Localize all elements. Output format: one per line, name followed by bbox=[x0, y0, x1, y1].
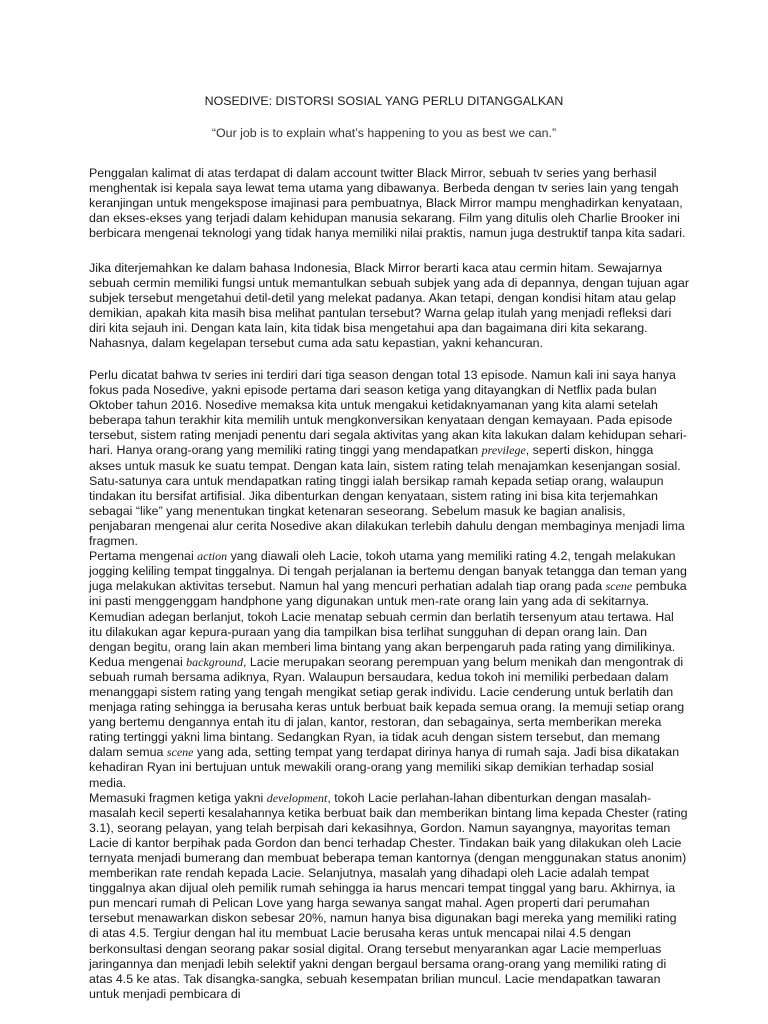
paragraph-nosedive-overview bbox=[89, 368, 689, 549]
italic-term: action bbox=[197, 549, 228, 564]
italic-term: background bbox=[186, 654, 244, 669]
italic-term: scene bbox=[166, 745, 194, 760]
paragraph-black-mirror-meaning bbox=[89, 261, 689, 352]
text-span: Memasuki fragmen ketiga yakni bbox=[89, 790, 267, 805]
italic-term: scene bbox=[605, 579, 633, 594]
italic-term: previlege bbox=[481, 443, 526, 458]
paragraph-intro bbox=[89, 166, 689, 241]
paragraph-fragment-action bbox=[89, 549, 689, 655]
text-span: pembuka ini pasti menggenggam handphone yang digunakan untuk men-rate orang lain yang ada di sekitarnya. Kemudian adegan berlanjut, tokoh Lacie menatap sebuah cermin dan berlatih tersenyum atau tertawa. Hal itu dilakukan agar kepura-puraan yang dia tampilkan bisa terlihat sungguhan di depan orang lain. Dan dengan begitu, orang lain akan memberi lima bintang yang akan berpengaruh pada rating yang dimilikinya. bbox=[89, 579, 687, 654]
document-title: NOSEDIVE: DISTORSI SOSIAL YANG PERLU DITANGGALKAN bbox=[204, 94, 564, 108]
text-span: Pertama mengenai bbox=[89, 549, 198, 564]
text-span: , Lacie merupakan seorang perempuan yang belum menikah dan mengontrak di sebuah rumah bersama adiknya, Ryan. Walaupun bersaudara, kedua tokoh ini memiliki perbedaan dalam menanggapi sistem rating yang tengah mengikat setiap gerak individu. Lacie cenderung untuk berlatih dan menjaga rating sehingga ia berusaha keras untuk berbuat baik kepada semua orang. Ia memuji setiap orang yang bertemu dengannya entah itu di jalan, kantor, restoran, dan sebagainya, serta memberikan mereka rating tertinggi yakni lima bintang. Sedangkan Ryan, ia tidak acuh dengan sistem tersebut, dan memang dalam semua bbox=[89, 654, 685, 760]
text-span: , seperti diskon, hingga akses untuk masuk ke suatu tempat. Dengan kata lain, sistem rating telah menajamkan kesenjangan sosial. Satu-satunya cara untuk mendapatkan rating tinggi ialah bersikap ramah kepada setiap orang, walaupun tindakan itu bersifat artifisial. Jika dibenturkan dengan kenyataan, sistem rating ini bisa kita terjemahkan sebagai “like” yang menentukan tingkat ketenaran seseorang. Sebelum masuk ke bagian analisis, penjabaran mengenai alur cerita Nosedive akan dilakukan terlebih dahulu dengan membaginya menjadi lima fragmen. bbox=[89, 443, 685, 549]
text-span: , tokoh Lacie perlahan-lahan dibenturkan dengan masalah-masalah kecil seperti kesalahannya ketika berbuat baik dan memberikan bintang lima kepada Chester (rating 3.1), seorang pelayan, yang telah berpisah dari kekasihnya, Gordon. Namun sayangnya, mayoritas teman Lacie di kantor berpihak pada Gordon dan benci terhadap Chester. Tindakan baik yang dilakukan oleh Lacie ternyata menjadi bumerang dan membuat beberapa teman kantornya (dengan menggunakan status anonim) memberikan rate rendah kepada Lacie. Selanjutnya, masalah yang dihadapi oleh Lacie adalah tempat tinggalnya akan dijual oleh pemilik rumah sehingga ia harus mencari tempat tinggal yang baru. Akhirnya, ia pun mencari rumah di Pelican Love yang harga sewanya sangat mahal. Agen properti dari perumahan tersebut menawarkan diskon sebesar 20%, namun hanya bisa digunakan bagi mereka yang memiliki rating di atas 4.5. Tergiur dengan hal itu membuat Lacie berusaha keras untuk mencapai nilai 4.5 dengan berkonsultasi dengan seorang pakar sosial digital. Orang tersebut menyarankan agar Lacie memperluas jaringannya dan menjadi lebih selektif yakni dengan bergaul bersama orang-orang yang memiliki rating di atas 4.5 ke atas. Tak disangka-sangka, sebuah kesempatan brilian muncul. Lacie mendapatkan tawaran untuk menjadi pembicara di bbox=[89, 790, 688, 1001]
text-span: Kedua mengenai bbox=[89, 654, 187, 669]
main-body-section bbox=[89, 368, 689, 1002]
paragraph-fragment-development bbox=[89, 791, 689, 1002]
paragraph-fragment-background bbox=[89, 655, 689, 791]
text-span: yang diawali oleh Lacie, tokoh utama yang memiliki rating 4.2, tengah melakukan jogging keliling tempat tinggalnya. Di tengah perjalanan ia bertemu dengan banyak tetangga dan teman yang juga melakukan aktivitas tersebut. Namun hal yang mencuri perhatian adalah tiap orang pada bbox=[89, 549, 687, 594]
text-span: yang ada, setting tempat yang terdapat dirinya hanya di rumah saja. Jadi bisa dikatakan kehadiran Ryan ini bertujuan untuk mewakili orang-orang yang memiliki sikap demikian terhadap sosial media. bbox=[89, 745, 680, 790]
paragraph-text: Jika diterjemahkan ke dalam bahasa Indonesia, Black Mirror berarti kaca atau cermin hitam. Sewajarnya sebuah cermin memiliki fungsi untuk memantulkan sebuah subjek yang ada di depannya, dengan tujuan agar subjek tersebut mengetahui detil-detil yang melekat padanya. Akan tetapi, dengan kondisi hitam atau gelap demikian, apakah kita masih bisa melihat pantulan tersebut? Warna gelap itulah yang menjadi refleksi dari diri kita sejauh ini. Dengan kata lain, kita tidak bisa mengetahui apa dan bagaimana diri kita sekarang. Nahasnya, dalam kegelapan tersebut cuma ada satu kepastian, yakni kehancuran. bbox=[89, 261, 689, 351]
paragraph-text: Penggalan kalimat di atas terdapat di dalam account twitter Black Mirror, sebuah tv series yang berhasil menghentak isi kepala saya lewat tema utama yang dibawanya. Berbeda dengan tv series lain yang tengah keranjingan untuk mengekspose imajinasi para pembuatnya, Black Mirror mampu menghadirkan kenyataan, dan ekses-ekses yang terjadi dalam kehidupan manusia sekarang. Film yang ditulis oleh Charlie Brooker ini berbicara mengenai teknologi yang tidak hanya memiliki nilai praktis, namun juga destruktif tanpa kita sadari. bbox=[89, 166, 686, 241]
epigraph-quote: “Our job is to explain what’s happening to you as best we can.” bbox=[211, 126, 557, 140]
italic-term: development bbox=[266, 790, 328, 805]
text-span: Perlu dicatat bahwa tv series ini terdiri dari tiga season dengan total 13 episode. Namun kali ini saya hanya fokus pada Nosedive, yakni episode pertama dari season ketiga yang ditayangkan di Netflix pada bulan Oktober tahun 2016. Nosedive memaksa kita untuk mengakui ketidaknyamanan yang kita alami setelah beberapa tahun terakhir kita memilih untuk mengkonversikan kenyataan dengan kemayaan. Pada episode tersebut, sistem rating menjadi penentu dari segala aktivitas yang akan kita lakukan dalam kehidupan sehari-hari. Hanya orang-orang yang memiliki rating tinggi yang mendapatkan bbox=[89, 368, 687, 458]
